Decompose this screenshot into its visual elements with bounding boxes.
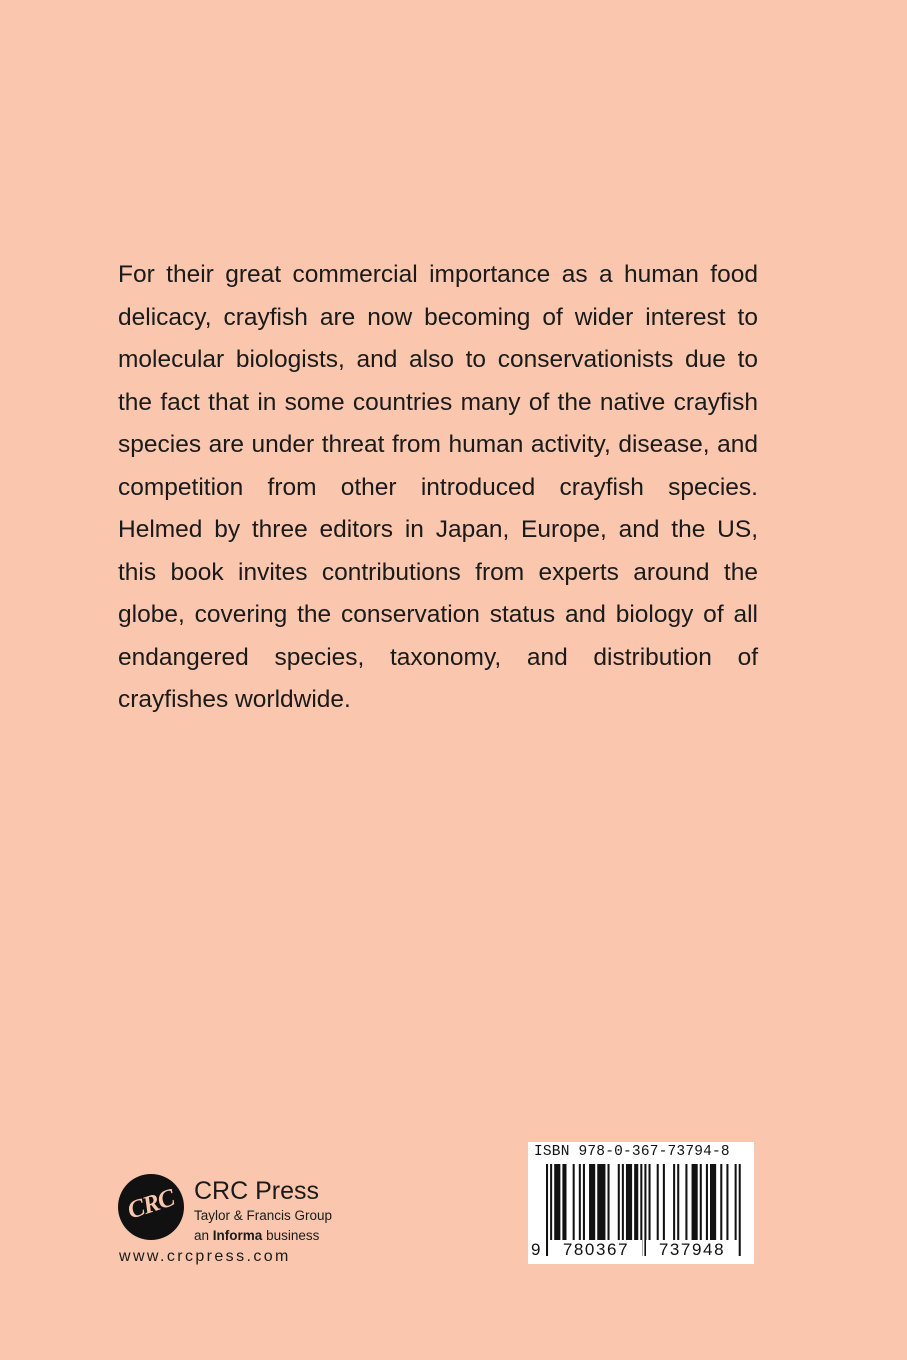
publisher-group: Taylor & Francis Group bbox=[194, 1208, 333, 1223]
barcode-bar-6 bbox=[583, 1164, 585, 1242]
ean-right-group: 737948 bbox=[646, 1240, 738, 1260]
barcode-bar-25 bbox=[710, 1164, 716, 1242]
barcode-bar-29 bbox=[739, 1164, 741, 1256]
barcode-bar-0 bbox=[546, 1164, 548, 1256]
barcode-bar-12 bbox=[626, 1164, 632, 1242]
barcode-bar-3 bbox=[562, 1164, 566, 1242]
barcode-bar-5 bbox=[579, 1164, 581, 1242]
ean-left-group: 780367 bbox=[550, 1240, 642, 1260]
barcode-bar-24 bbox=[706, 1164, 708, 1242]
publisher-website: www.crcpress.com bbox=[119, 1248, 291, 1265]
barcode-bar-4 bbox=[573, 1164, 575, 1242]
crc-logo-text: CRC bbox=[124, 1184, 178, 1225]
barcode-bar-9 bbox=[608, 1164, 610, 1242]
barcode-bar-8 bbox=[597, 1164, 605, 1242]
barcode-bar-2 bbox=[554, 1164, 560, 1242]
barcode-bar-27 bbox=[726, 1164, 728, 1242]
barcode-bar-18 bbox=[663, 1164, 665, 1242]
barcode-bar-13 bbox=[634, 1164, 638, 1242]
barcode-bar-21 bbox=[685, 1164, 687, 1242]
back-cover-blurb: For their great commercial importance as a human food delicacy, crayfish are now becoming of wider interest to molecular biologists, and also to conservationists due to the fact that in some countries many of the native crayfish species are under threat from human activity, disease, and competition from other introduced crayfish species. Helmed by three editors in Japan, Europe, and the US, this book invites contributions from experts around the globe, covering the conservation status and biology of all endangered species, taxonomy, and distribution of crayfishes worldwide. bbox=[118, 261, 758, 713]
ean-first-digit: 9 bbox=[531, 1240, 541, 1259]
publisher-business-line bbox=[194, 1228, 319, 1243]
business-prefix: an bbox=[194, 1228, 210, 1243]
barcode-bar-11 bbox=[622, 1164, 624, 1242]
crc-logo-icon bbox=[118, 1174, 184, 1240]
isbn-barcode bbox=[528, 1142, 754, 1264]
barcode-bar-17 bbox=[657, 1164, 659, 1242]
barcode-bar-23 bbox=[700, 1164, 702, 1242]
business-brand: Informa bbox=[212, 1228, 263, 1243]
isbn-label: ISBN 978-0-367-73794-8 bbox=[534, 1144, 730, 1160]
barcode-bar-7 bbox=[589, 1164, 595, 1242]
publisher-name: CRC Press bbox=[194, 1177, 320, 1205]
business-suffix: business bbox=[266, 1228, 320, 1243]
barcode-bar-19 bbox=[673, 1164, 675, 1242]
barcode-bar-10 bbox=[618, 1164, 620, 1242]
barcode-bar-22 bbox=[692, 1164, 698, 1242]
publisher-block bbox=[118, 1172, 378, 1272]
barcode-bar-16 bbox=[649, 1164, 651, 1242]
barcode-bar-20 bbox=[677, 1164, 679, 1242]
barcode-bar-26 bbox=[720, 1164, 722, 1242]
